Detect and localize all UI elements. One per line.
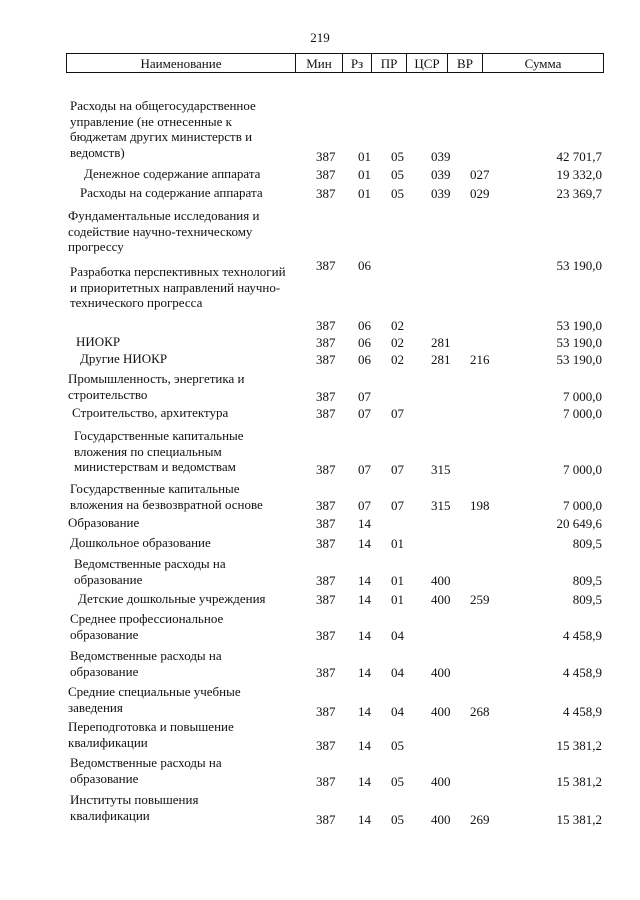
- row-pr: 05: [391, 737, 404, 753]
- row-rz: 06: [358, 351, 371, 367]
- row-pr: 02: [391, 317, 404, 333]
- row-sum: 15 381,2: [556, 811, 602, 827]
- header-min: Мин: [295, 54, 342, 72]
- row-sum: 7 000,0: [563, 388, 602, 404]
- row-sum: 4 458,9: [563, 627, 602, 643]
- row-sum: 19 332,0: [556, 166, 602, 182]
- row-rz: 14: [358, 591, 371, 607]
- header-name: Наименование: [140, 55, 222, 71]
- row-min: 387: [316, 572, 336, 588]
- table-row: [0, 684, 640, 719]
- row-pr: 02: [391, 351, 404, 367]
- row-vr: 027: [470, 166, 490, 182]
- row-name: Фундаментальные исследования и содействие научно-техническому прогрессу: [68, 208, 260, 254]
- row-name: Дошкольное образование: [70, 535, 211, 550]
- header-csr: ЦСР: [406, 54, 447, 72]
- row-sum: 4 458,9: [563, 703, 602, 719]
- row-min: 387: [316, 535, 336, 551]
- row-min: 387: [316, 148, 336, 164]
- row-min: 387: [316, 405, 336, 421]
- row-rz: 14: [358, 572, 371, 588]
- row-rz: 01: [358, 185, 371, 201]
- row-name: Институты повышения квалификации: [70, 792, 199, 823]
- row-rz: 14: [358, 703, 371, 719]
- row-name: Денежное содержание аппарата: [84, 166, 261, 181]
- row-name: Переподготовка и повышение квалификации: [68, 719, 234, 750]
- row-name: Ведомственные расходы на образование: [70, 755, 222, 786]
- table-row: [0, 535, 640, 551]
- row-pr: 07: [391, 497, 404, 513]
- row-pr: 04: [391, 703, 404, 719]
- row-sum: 7 000,0: [563, 497, 602, 513]
- row-name: Образование: [68, 515, 140, 530]
- row-name: Ведомственные расходы на образование: [74, 556, 226, 587]
- row-name: Строительство, архитектура: [72, 405, 229, 420]
- row-pr: 01: [391, 591, 404, 607]
- row-min: 387: [316, 351, 336, 367]
- row-rz: 01: [358, 148, 371, 164]
- table-row: [0, 591, 640, 607]
- row-vr: 259: [470, 591, 490, 607]
- table-row: [0, 556, 640, 588]
- header-pr: ПР: [371, 54, 406, 72]
- table-row: [0, 755, 640, 789]
- row-pr: 07: [391, 461, 404, 477]
- row-name: Государственные капитальные вложения на безвозвратной основе: [70, 481, 263, 512]
- header-rz: Рз: [342, 54, 371, 72]
- row-sum: 42 701,7: [556, 148, 602, 164]
- row-pr: 04: [391, 664, 404, 680]
- row-min: 387: [316, 811, 336, 827]
- row-sum: 15 381,2: [556, 773, 602, 789]
- table-row: [0, 481, 640, 513]
- row-rz: 06: [358, 257, 371, 273]
- row-name: Среднее профессиональное образование: [70, 611, 224, 642]
- row-min: 387: [316, 317, 336, 333]
- row-pr: 01: [391, 535, 404, 551]
- row-rz: 01: [358, 166, 371, 182]
- table-row: [0, 405, 640, 421]
- row-rz: 14: [358, 515, 371, 531]
- row-csr: 315: [431, 497, 451, 513]
- table-row: [0, 611, 640, 643]
- row-pr: 05: [391, 811, 404, 827]
- row-csr: 400: [431, 811, 451, 827]
- row-rz: 14: [358, 773, 371, 789]
- table-row: [0, 334, 640, 350]
- table-row: [0, 166, 640, 182]
- row-name: Расходы на общегосударственное управление (не отнесенные к бюджетам других министерств и ведомств): [70, 98, 256, 160]
- table-row: [0, 648, 640, 680]
- table-row: [0, 185, 640, 201]
- row-min: 387: [316, 664, 336, 680]
- row-csr: 039: [431, 166, 451, 182]
- row-pr: 05: [391, 773, 404, 789]
- table-row: [0, 371, 640, 404]
- row-pr: 05: [391, 148, 404, 164]
- row-csr: 315: [431, 461, 451, 477]
- row-sum: 23 369,7: [556, 185, 602, 201]
- row-name: Государственные капитальные вложения по специальным министерствам и ведомствам: [74, 428, 244, 474]
- row-name: Промышленность, энергетика и строительство: [68, 371, 245, 402]
- row-min: 387: [316, 591, 336, 607]
- page-number: 219: [310, 30, 330, 45]
- row-sum: 809,5: [572, 591, 602, 607]
- table-row: [0, 351, 640, 367]
- row-rz: 07: [358, 405, 371, 421]
- row-name: Расходы на содержание аппарата: [80, 185, 263, 200]
- row-rz: 14: [358, 664, 371, 680]
- row-sum: 809,5: [572, 535, 602, 551]
- row-rz: 14: [358, 535, 371, 551]
- row-csr: 400: [431, 664, 451, 680]
- row-csr: 400: [431, 703, 451, 719]
- row-min: 387: [316, 334, 336, 350]
- row-pr: 04: [391, 627, 404, 643]
- row-min: 387: [316, 166, 336, 182]
- table-row: [0, 98, 640, 164]
- header-vr: ВР: [447, 54, 482, 72]
- row-name: Средние специальные учебные заведения: [68, 684, 241, 715]
- row-csr: 039: [431, 148, 451, 164]
- row-rz: 07: [358, 461, 371, 477]
- row-min: 387: [316, 497, 336, 513]
- row-vr: 269: [470, 811, 490, 827]
- row-vr: 216: [470, 351, 490, 367]
- row-min: 387: [316, 515, 336, 531]
- row-sum: 7 000,0: [563, 461, 602, 477]
- row-csr: 400: [431, 773, 451, 789]
- table-row: [0, 428, 640, 477]
- row-pr: 01: [391, 572, 404, 588]
- row-rz: 14: [358, 627, 371, 643]
- row-rz: 14: [358, 811, 371, 827]
- row-csr: 281: [431, 334, 451, 350]
- row-sum: 7 000,0: [563, 405, 602, 421]
- row-rz: 06: [358, 317, 371, 333]
- row-name: Другие НИОКР: [80, 351, 168, 366]
- row-sum: 53 190,0: [556, 334, 602, 350]
- row-pr: 02: [391, 334, 404, 350]
- table-row: [0, 515, 640, 531]
- row-sum: 4 458,9: [563, 664, 602, 680]
- row-name: НИОКР: [76, 334, 121, 349]
- row-min: 387: [316, 388, 336, 404]
- row-pr: 07: [391, 405, 404, 421]
- row-vr: 198: [470, 497, 490, 513]
- row-min: 387: [316, 773, 336, 789]
- row-sum: 53 190,0: [556, 257, 602, 273]
- row-rz: 14: [358, 737, 371, 753]
- row-pr: 05: [391, 166, 404, 182]
- row-sum: 53 190,0: [556, 351, 602, 367]
- row-csr: 039: [431, 185, 451, 201]
- header-sum: Сумма: [482, 54, 603, 72]
- row-min: 387: [316, 185, 336, 201]
- table-row: [0, 792, 640, 827]
- row-rz: 07: [358, 388, 371, 404]
- row-rz: 06: [358, 334, 371, 350]
- row-sum: 15 381,2: [556, 737, 602, 753]
- row-vr: 268: [470, 703, 490, 719]
- table-row: [0, 719, 640, 753]
- row-csr: 281: [431, 351, 451, 367]
- row-csr: 400: [431, 572, 451, 588]
- row-min: 387: [316, 461, 336, 477]
- row-sum: 809,5: [572, 572, 602, 588]
- row-vr: 029: [470, 185, 490, 201]
- row-min: 387: [316, 703, 336, 719]
- table-row: [0, 264, 640, 333]
- row-sum: 20 649,6: [556, 515, 602, 531]
- row-name: Ведомственные расходы на образование: [70, 648, 222, 679]
- row-csr: 400: [431, 591, 451, 607]
- row-min: 387: [316, 737, 336, 753]
- row-min: 387: [316, 257, 336, 273]
- row-sum: 53 190,0: [556, 317, 602, 333]
- row-min: 387: [316, 627, 336, 643]
- row-name: Разработка перспективных технологий и приоритетных направлений научно-технического прогресса: [70, 264, 286, 310]
- row-rz: 07: [358, 497, 371, 513]
- row-pr: 05: [391, 185, 404, 201]
- row-name: Детские дошкольные учреждения: [78, 591, 266, 606]
